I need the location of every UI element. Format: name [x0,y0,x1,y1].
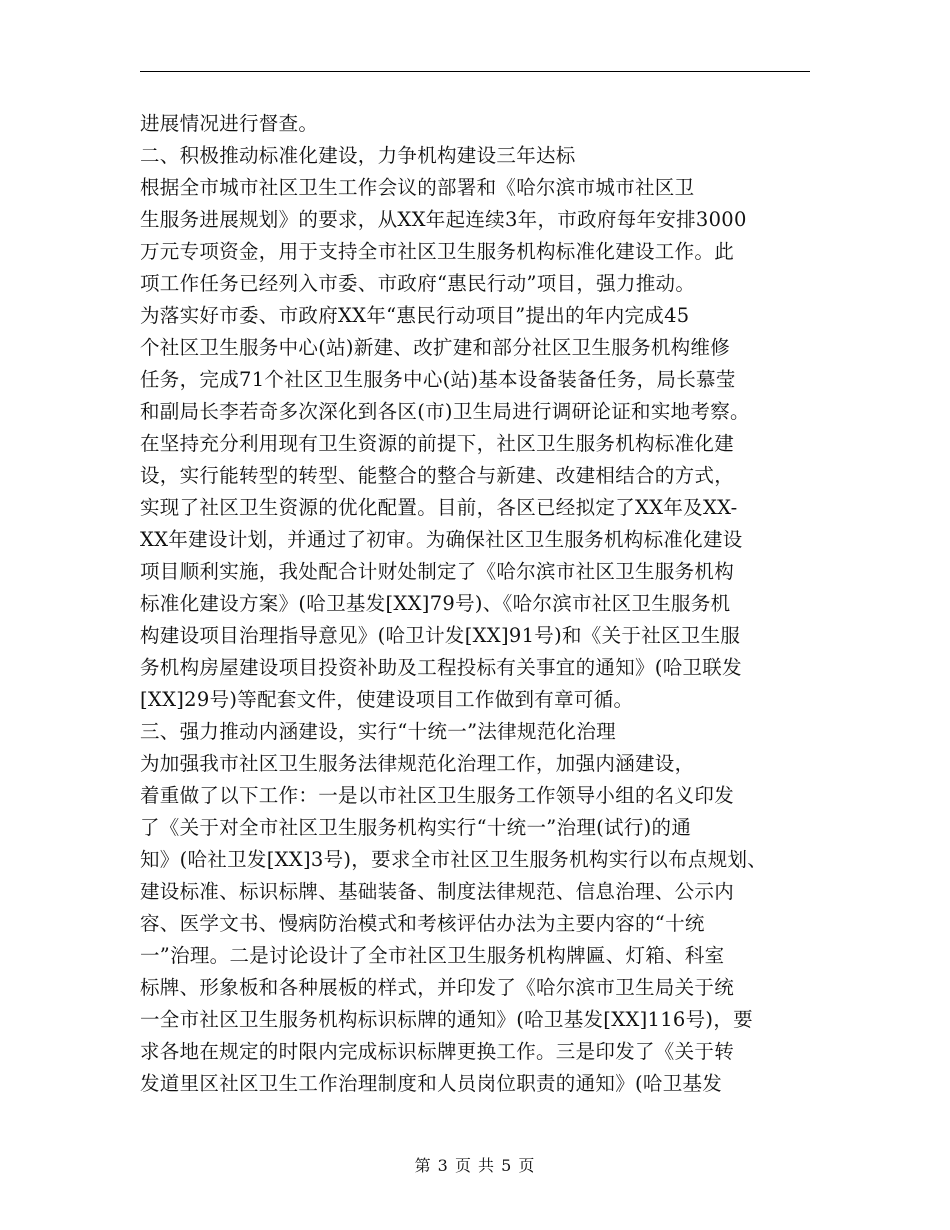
text-line: 一”治理。二是讨论设计了全市社区卫生服务机构牌匾、灯箱、科室 [140,944,725,967]
text-line: 生服务进展规划》的要求，从XX年起连续3年，市政府每年安排3000 [140,208,747,231]
text-line: 标准化建设方案》(哈卫基发[XX]79号)、《哈尔滨市社区卫生服务机 [140,592,731,615]
text-line: 容、医学文书、慢病防治模式和考核评估办法为主要内容的“十统 [140,912,705,935]
text-line: 发道里区社区卫生工作治理制度和人员岗位职责的通知》(哈卫基发 [140,1072,723,1095]
section-heading-2: 二、积极推动标准化建设，力争机构建设三年达标 [140,144,576,167]
text-line: 在坚持充分利用现有卫生资源的前提下，社区卫生服务机构标准化建 [140,432,735,455]
text-line: 项目顺利实施，我处配合计财处制定了《哈尔滨市社区卫生服务机构 [140,560,735,583]
text-line: 为落实好市委、市政府XX年“惠民行动项目”提出的年内完成45 [140,304,690,327]
text-line: 一全市社区卫生服务机构标识标牌的通知》(哈卫基发[XX]116号)，要 [140,1008,753,1031]
text-line: 实现了社区卫生资源的优化配置。目前，各区已经拟定了XX年及XX- [140,496,738,519]
text-line: 根据全市城市社区卫生工作会议的部署和《哈尔滨市城市社区卫 [140,176,695,199]
text-line: 个社区卫生服务中心(站)新建、改扩建和部分社区卫生服务机构维修 [140,336,731,359]
text-line: 项工作任务已经列入市委、市政府“惠民行动”项目，强力推动。 [140,272,696,295]
page-number: 第 3 页 共 5 页 [414,1156,536,1175]
text-line: 标牌、形象板和各种展板的样式，并印发了《哈尔滨市卫生局关于统 [140,976,735,999]
text-line: 着重做了以下工作：一是以市社区卫生服务工作领导小组的名义印发 [140,784,735,807]
text-line: 和副局长李若奇多次深化到各区(市)卫生局进行调研论证和实地考察。 [140,400,750,423]
text-line: [XX]29号)等配套文件，使建设项目工作做到有章可循。 [140,688,634,711]
text-line: 万元专项资金，用于支持全市社区卫生服务机构标准化建设工作。此 [140,240,735,263]
text-line: XX年建设计划，并通过了初审。为确保社区卫生服务机构标准化建设 [140,528,743,551]
text-line: 求各地在规定的时限内完成标识标牌更换工作。三是印发了《关于转 [140,1040,735,1063]
text-line: 为加强我市社区卫生服务法律规范化治理工作，加强内涵建设， [140,752,695,775]
section-heading-3: 三、强力推动内涵建设，实行“十统一”法律规范化治理 [140,720,616,743]
text-line: 了《关于对全市社区卫生服务机构实行“十统一”治理(试行)的通 [140,816,692,839]
text-line: 建设标准、标识标牌、基础装备、制度法律规范、信息治理、公示内 [140,880,735,903]
text-line: 进展情况进行督查。 [140,112,319,135]
text-line: 构建设项目治理指导意见》(哈卫计发[XX]91号)和《关于社区卫生服 [140,624,741,647]
text-line: 务机构房屋建设项目投资补助及工程投标有关事宜的通知》(哈卫联发 [140,656,742,679]
header-rule [140,71,810,72]
text-line: 设，实行能转型的转型、能整合的整合与新建、改建相结合的方式， [140,464,735,487]
text-line: 知》(哈社卫发[XX]3号)，要求全市社区卫生服务机构实行以布点规划、 [140,848,768,871]
text-line: 任务，完成71个社区卫生服务中心(站)基本设备装备任务，局长慕莹 [140,368,736,391]
